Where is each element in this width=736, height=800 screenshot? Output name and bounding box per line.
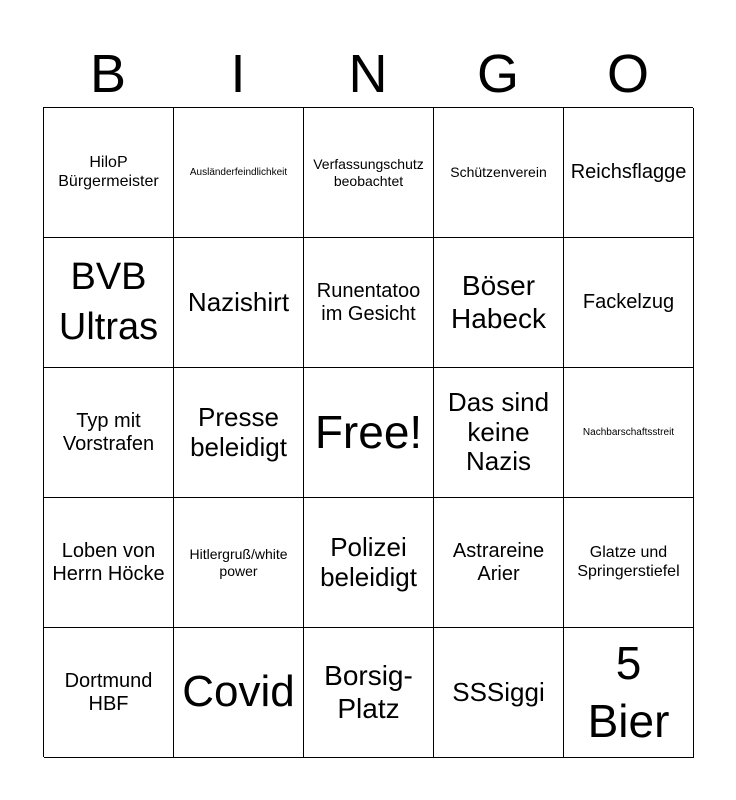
bingo-cell[interactable]: Schützenverein [434, 108, 564, 238]
bingo-cell[interactable]: Presse beleidigt [174, 368, 304, 498]
free-space-cell[interactable]: Free! [304, 368, 434, 498]
bingo-board [43, 107, 693, 757]
bingo-cell[interactable]: Fackelzug [564, 238, 694, 368]
bingo-cell[interactable]: Runentatoo im Gesicht [304, 238, 434, 368]
bingo-cell[interactable]: HiloP Bürgermeister [44, 108, 174, 238]
bingo-cell[interactable]: Dortmund HBF [44, 628, 174, 758]
bingo-cell[interactable]: Das sind keine Nazis [434, 368, 564, 498]
header-letter-i: I [230, 44, 246, 104]
bingo-cell[interactable]: Böser Habeck [434, 238, 564, 368]
bingo-cell[interactable]: 5 Bier [564, 628, 694, 758]
bingo-cell[interactable]: Nachbarschaftsstreit [564, 368, 694, 498]
bingo-cell[interactable]: Typ mit Vorstrafen [44, 368, 174, 498]
header-letter-b: B [89, 44, 127, 104]
bingo-cell[interactable]: Nazishirt [174, 238, 304, 368]
bingo-cell[interactable]: Polizei beleidigt [304, 498, 434, 628]
bingo-cell[interactable]: Astrareine Arier [434, 498, 564, 628]
bingo-cell[interactable]: SSSiggi [434, 628, 564, 758]
bingo-cell[interactable]: Borsig-Platz [304, 628, 434, 758]
bingo-cell[interactable]: Covid [174, 628, 304, 758]
bingo-cell[interactable]: Verfassungschutz beobachtet [304, 108, 434, 238]
bingo-cell[interactable]: Hitlergruß/white power [174, 498, 304, 628]
bingo-cell[interactable]: Ausländerfeindlichkeit [174, 108, 304, 238]
header-letter-o: O [606, 44, 649, 104]
header-letter-n: N [348, 44, 388, 104]
bingo-cell[interactable]: Reichsflagge [564, 108, 694, 238]
bingo-cell[interactable]: BVB Ultras [44, 238, 174, 368]
bingo-cell[interactable]: Loben von Herrn Höcke [44, 498, 174, 628]
bingo-cell[interactable]: Glatze und Springerstiefel [564, 498, 694, 628]
bingo-header [43, 40, 693, 108]
header-letter-g: G [476, 44, 519, 104]
